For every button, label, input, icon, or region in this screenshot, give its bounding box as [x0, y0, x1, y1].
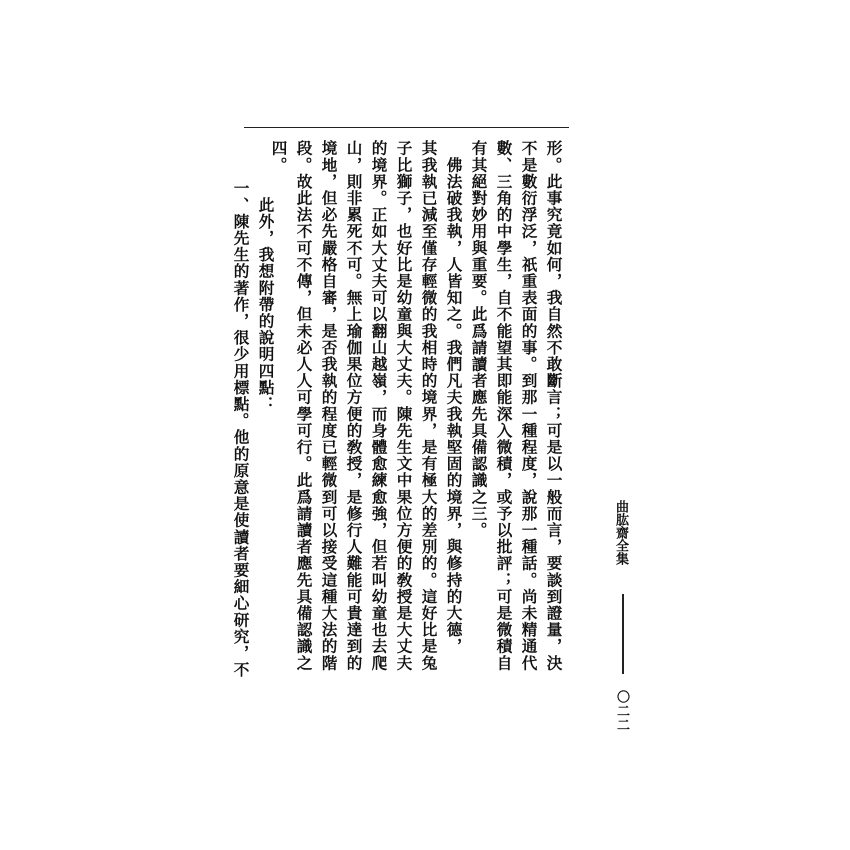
text-column-14: 此外，我想附帶的說明四點：: [256, 180, 276, 413]
text-column-10: 境地，但必先嚴格自審，是否我執的程度已輕微到可以接受這種大法的階: [319, 140, 339, 672]
running-head: 曲肱齋全集: [613, 500, 628, 565]
text-column-6: 其我執已減至僅存輕微的我相時的境界，是有極大的差別的。這好比是兔: [419, 140, 439, 672]
text-column-3: 數、三角的中學生，自不能望其即能深入微積，或予以批評；可是微積自: [494, 140, 514, 672]
text-column-4: 有其絕對妙用與重要。此爲請讀者應先具備認識之三。: [469, 140, 489, 539]
text-column-8: 的境界。正如大丈夫可以翻山越嶺，而身體愈練愈強，但若叫幼童也去爬: [369, 140, 389, 672]
text-column-9: 山，則非累死不可。無上瑜伽果位方便的敎授，是修行人難能可貴達到的: [344, 140, 364, 672]
top-rule: [244, 127, 569, 128]
text-column-2: 不是數衍浮泛，祇重表面的事。到那一種程度，說那一種話。尚未精通代: [519, 140, 539, 672]
text-column-5: 佛法破我執，人皆知之。我們凡夫我執堅固的境界，與修持的大德，: [444, 140, 464, 655]
text-column-11: 段。故此法不可不傳，但未必人人可學可行。此爲請讀者應先具備認識之: [294, 140, 314, 672]
text-column-7: 子比獅子，也好比是幼童與大丈夫。陳先生文中果位方便的敎授是大丈夫: [394, 140, 414, 672]
text-column-15: 一、陳先生的著作，很少用標點。他的原意是使讀者要細心研究，不: [231, 180, 251, 678]
text-column-12: 四。: [269, 140, 289, 174]
running-head-rule: [622, 594, 624, 674]
text-column-1: 形。此事究竟如何，我自然不敢斷言；可是以一般而言，要談到證量，決: [544, 140, 564, 672]
page-number: 〇二二: [614, 690, 629, 732]
